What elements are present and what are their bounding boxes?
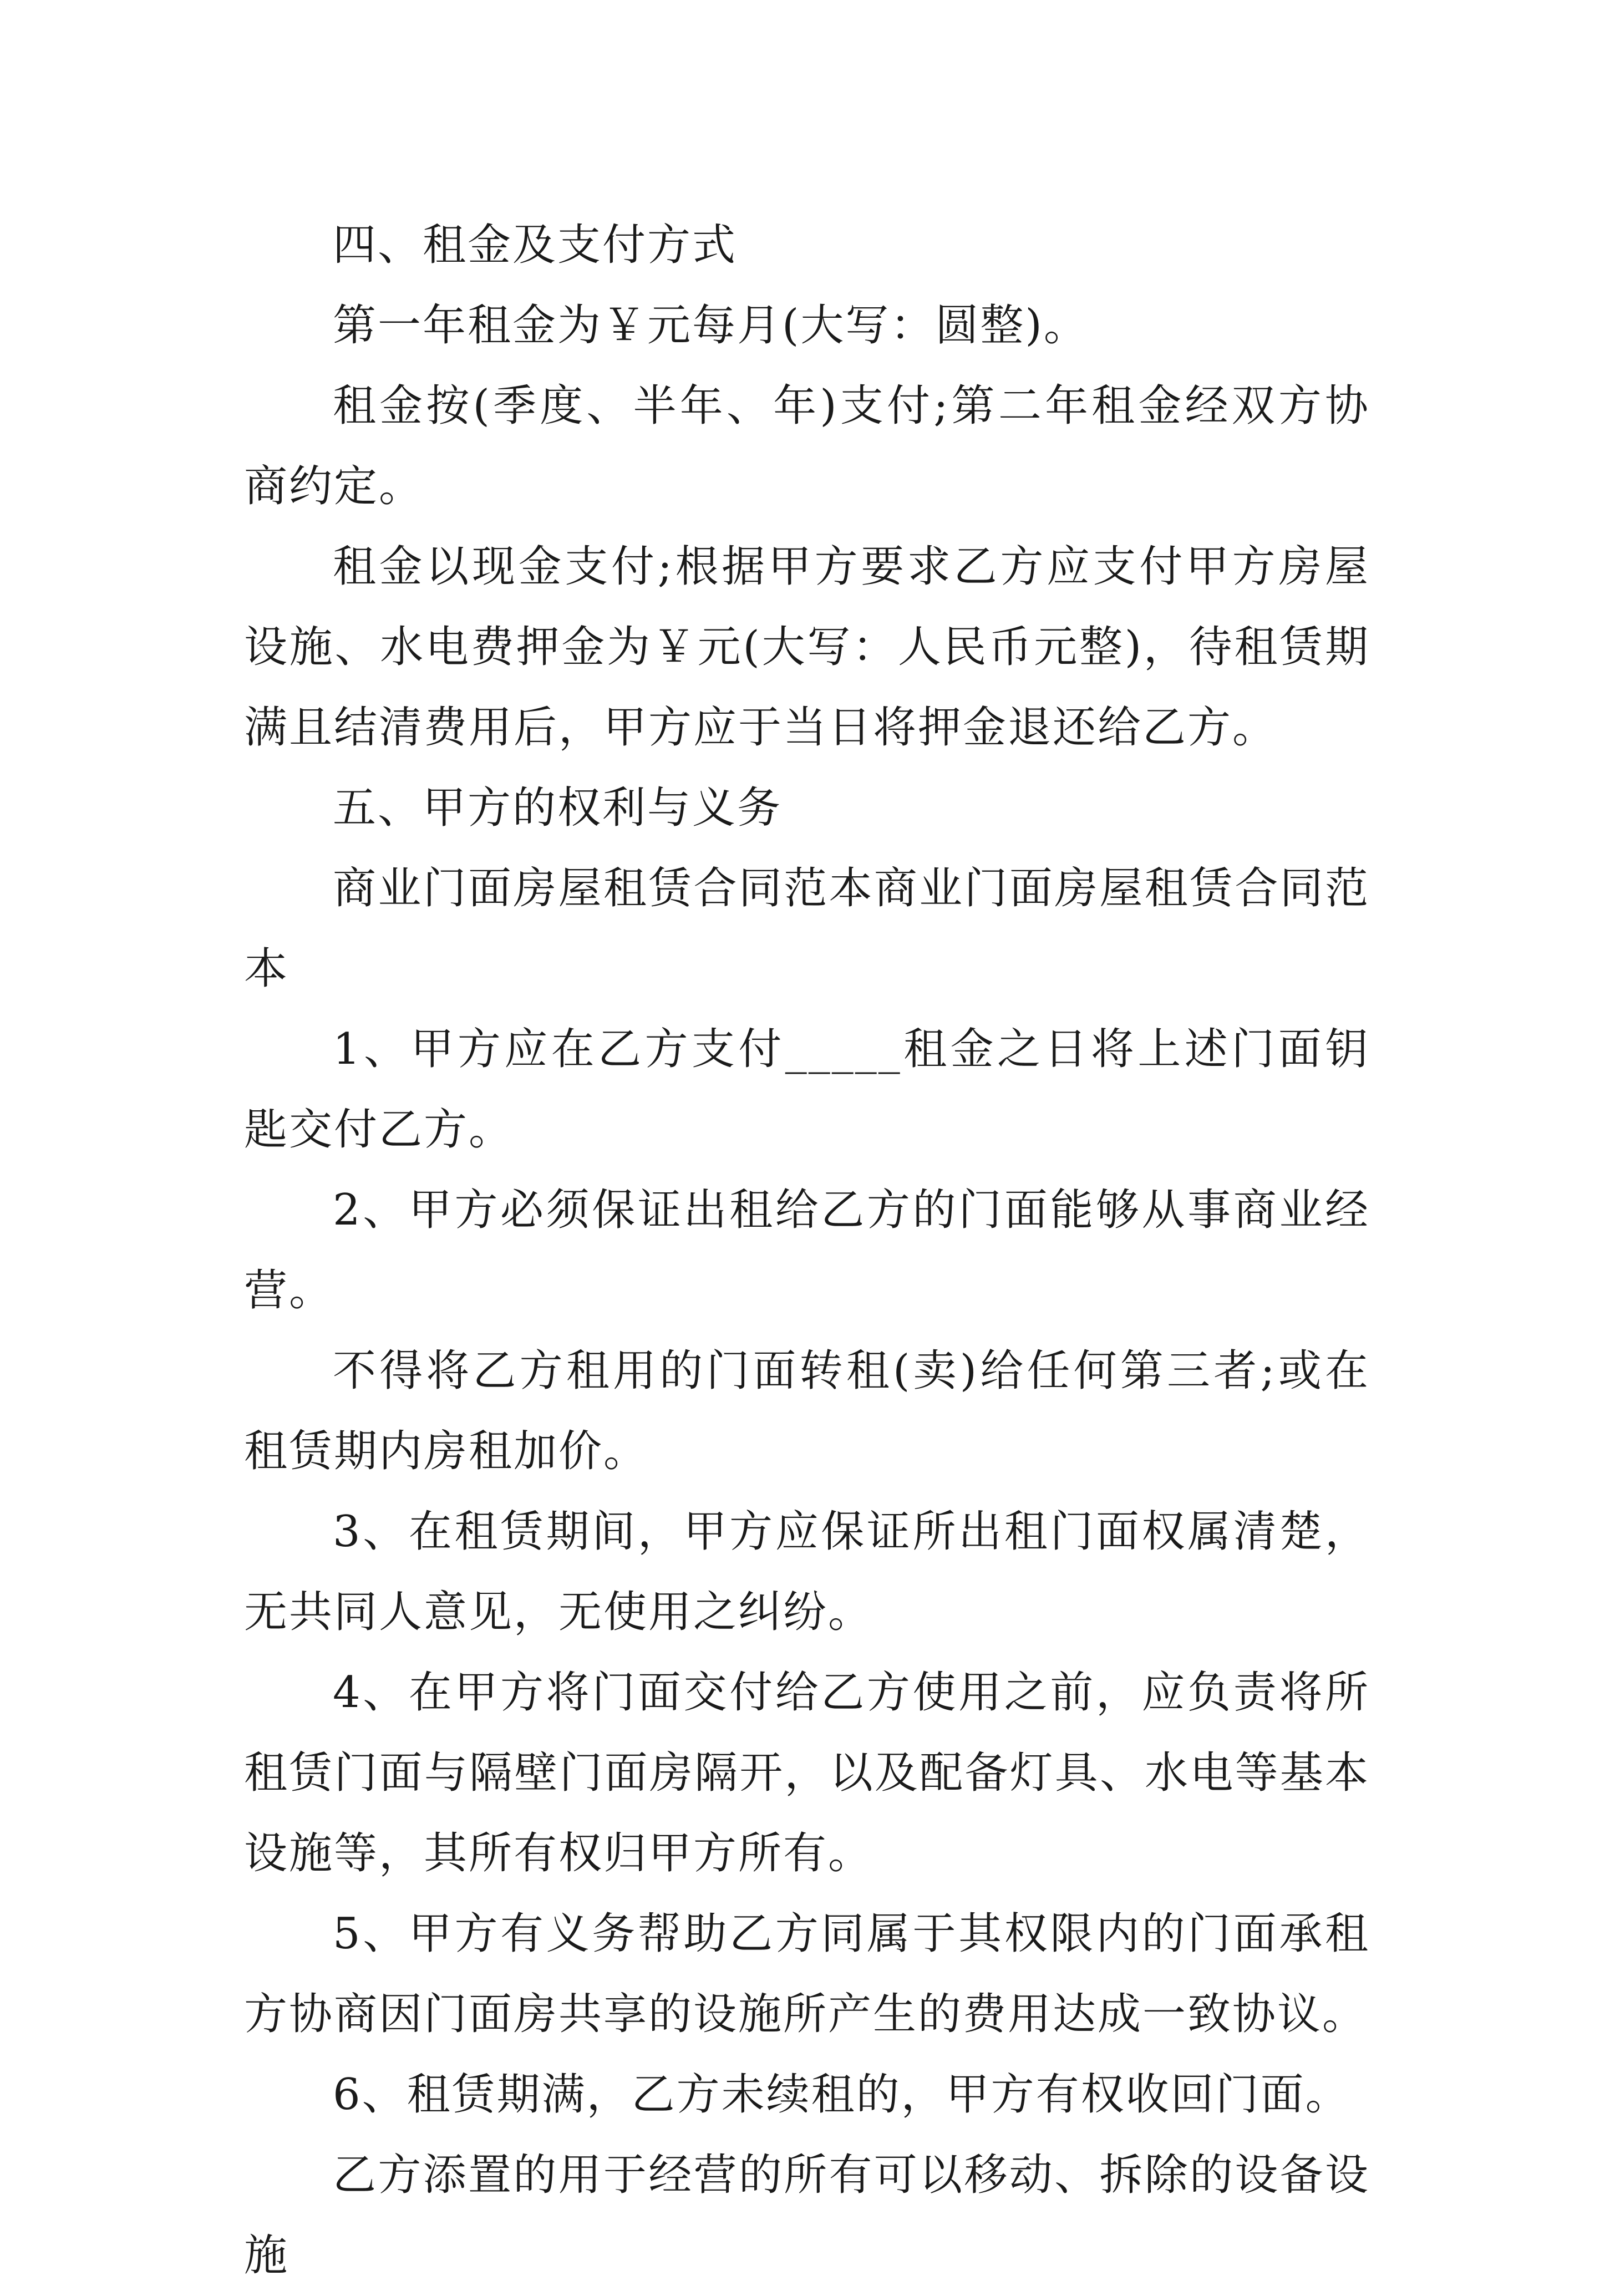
paragraph-deposit: 租金以现金支付;根据甲方要求乙方应支付甲方房屋设施、水电费押金为￥元(大写：人民币元整)，待租赁期满且结清费用后，甲方应于当日将押金退还给乙方。 — [244, 542, 1370, 753]
clause-1: 1、甲方应在乙方支付_____租金之日将上述门面钥匙交付乙方。 — [244, 1024, 1370, 1155]
section-heading-rent-payment: 四、租金及支付方式 — [333, 220, 738, 270]
section-heading-party-a-rights: 五、甲方的权利与义务 — [333, 783, 783, 833]
clause-6: 6、租赁期满，乙方未续租的，甲方有权收回门面。 — [333, 2070, 1350, 2120]
paragraph-rent-schedule: 租金按(季度、半年、年)支付;第二年租金经双方协商约定。 — [244, 381, 1370, 511]
paragraph-first-year-rent: 第一年租金为￥元每月(大写：圆整)。 — [333, 301, 1089, 351]
document-body — [244, 205, 1370, 2296]
clause-2: 2、甲方必须保证出租给乙方的门面能够从事商业经营。 — [244, 1185, 1370, 1315]
clause-3: 3、在租赁期间，甲方应保证所出租门面权属清楚，无共同人意见，无使用之纠纷。 — [244, 1507, 1370, 1637]
clause-2-continued: 不得将乙方租用的门面转租(卖)给任何第三者;或在租赁期内房租加价。 — [244, 1346, 1370, 1476]
paragraph-contract-title-repeat: 商业门面房屋租赁合同范本商业门面房屋租赁合同范本 — [244, 863, 1370, 994]
clause-6-continued: 乙方添置的用于经营的所有可以移动、拆除的设备设施 — [244, 2150, 1370, 2280]
clause-5: 5、甲方有义务帮助乙方同属于其权限内的门面承租方协商因门面房共享的设施所产生的费用达成一致协议。 — [244, 1909, 1370, 2039]
clause-4: 4、在甲方将门面交付给乙方使用之前，应负责将所租赁门面与隔壁门面房隔开，以及配备灯具、水电等基本设施等，其所有权归甲方所有。 — [244, 1668, 1370, 1878]
